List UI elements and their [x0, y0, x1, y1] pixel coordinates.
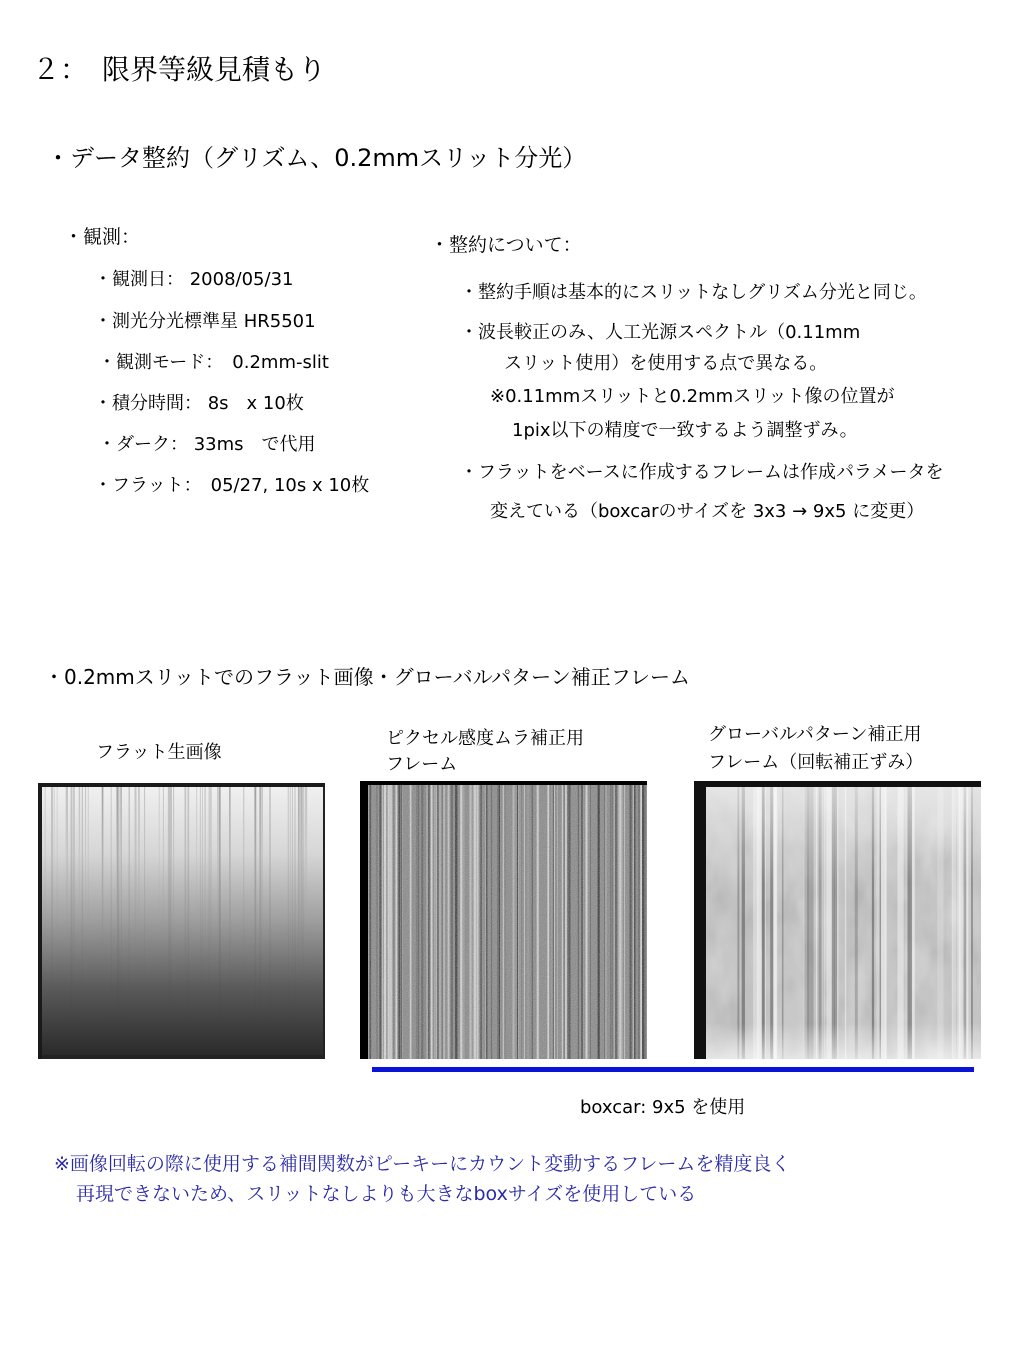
dark-frame: ・ダーク： 33ms で代用 [98, 434, 316, 455]
global-frame-graphic [706, 787, 981, 1059]
reduction-line-5: 変えている（boxcarのサイズを 3x3 → 9x5 に変更） [490, 501, 925, 522]
flat-streak [54, 787, 55, 914]
flat-streak [288, 787, 289, 1031]
images-heading: ・0.2mmスリットでのフラット画像・グローバルパターン補正フレーム [44, 665, 690, 689]
flat-streak [128, 787, 129, 1006]
integration-time: ・積分時間： 8s x 10枚 [94, 393, 304, 414]
flat-streak [116, 787, 118, 917]
flat-streak [200, 787, 201, 1000]
flat-streak [301, 787, 303, 984]
reduction-line-4: ・フラットをベースに作成するフレームは作成パラメータを [460, 462, 944, 483]
reduction-note-1: ※0.11mmスリットと0.2mmスリット像の位置が [490, 386, 895, 407]
reduction-heading: ・整約について： [430, 234, 582, 256]
flat-streak [168, 787, 170, 1008]
flat-streak [292, 787, 293, 1014]
flat-streak [209, 787, 210, 1008]
flat-streak [294, 787, 295, 1045]
flat-streak [111, 787, 112, 1047]
flat-streak [88, 787, 89, 942]
reduction-line-2: ・波長較正のみ、人工光源スペクトル（0.11mm [460, 322, 861, 343]
flat-streak [57, 787, 58, 969]
flat-raw-graphic [38, 783, 325, 1059]
flat-raw-image [38, 783, 325, 1059]
global-caption-2: フレーム（回転補正ずみ） [708, 752, 924, 773]
standard-star: ・測光分光標準星 HR5501 [94, 311, 316, 332]
boxcar-bracket-line [372, 1067, 974, 1072]
flat-streak [298, 787, 299, 1015]
flat-streak [305, 787, 307, 914]
flat-streak [217, 787, 218, 935]
flat-streak [219, 787, 220, 1001]
global-pattern-frame-image [694, 781, 981, 1059]
flat-streak [163, 787, 164, 940]
reduction-note-2: 1pix以下の精度で一致するよう調整ずみ。 [512, 420, 858, 441]
page-title: ２： 限界等級見積もり [32, 53, 327, 86]
footnote-line-2: 再現できないため、スリットなしよりも大きなboxサイズを使用している [76, 1183, 697, 1205]
section-heading: ・データ整約（グリズム、0.2mmスリット分光） [46, 144, 587, 172]
flat-streak [102, 787, 103, 966]
flat-streak [138, 787, 140, 929]
footnote-line-1: ※画像回転の際に使用する補間関数がピーキーにカウント変動するフレームを精度良く [54, 1153, 791, 1175]
pixel-frame-surface [368, 785, 647, 1059]
pixel-sensitivity-frame-image [360, 781, 647, 1059]
flat-streak [254, 787, 256, 953]
flat-streak [170, 787, 172, 1026]
observation-heading: ・観測： [64, 226, 141, 248]
flat-streak [290, 787, 291, 964]
flat-streak [210, 787, 211, 960]
observation-date: ・観測日： 2008/05/31 [94, 269, 294, 290]
flat-streak [67, 787, 68, 948]
global-frame-surface [706, 787, 981, 1059]
global-caption-1: グローバルパターン補正用 [708, 724, 922, 745]
flat-caption: フラット生画像 [96, 742, 222, 763]
flat-streak [79, 787, 80, 915]
observation-mode: ・観測モード： 0.2mm-slit [98, 352, 329, 373]
pixel-caption-2: フレーム [386, 754, 458, 775]
flat-streak [196, 787, 197, 928]
flat-streak [243, 787, 244, 980]
flat-streak [82, 787, 83, 1008]
reduction-line-3: スリット使用）を使用する点で異なる。 [504, 353, 828, 374]
flat-streak [205, 787, 206, 947]
flat-streak [135, 787, 137, 955]
flat-streak [259, 787, 261, 1037]
boxcar-label: boxcar: 9x5 を使用 [580, 1097, 746, 1118]
flat-streak [202, 787, 203, 1009]
flat-streak [303, 787, 304, 994]
pixel-caption-1: ピクセル感度ムラ補正用 [386, 728, 584, 749]
flat-streak [73, 787, 75, 989]
flat-streak [269, 787, 271, 1032]
pixel-frame-graphic [368, 785, 647, 1059]
reduction-line-1: ・整約手順は基本的にスリットなしグリズム分光と同じ。 [460, 282, 927, 303]
flat-streak [45, 787, 46, 953]
flat-streak [85, 787, 86, 912]
flat-streak [261, 787, 262, 947]
flat-streak [159, 787, 160, 924]
flat-streak [229, 787, 230, 1007]
flat-streak [121, 787, 122, 1046]
flat-streak [51, 787, 53, 1000]
flat-streak [173, 787, 174, 948]
flat-streak [144, 787, 145, 997]
flat-streak [71, 787, 73, 1040]
flat-frame: ・フラット： 05/27, 10s x 10枚 [94, 475, 370, 496]
flat-streak [188, 787, 190, 1037]
flat-streak [184, 787, 186, 1004]
